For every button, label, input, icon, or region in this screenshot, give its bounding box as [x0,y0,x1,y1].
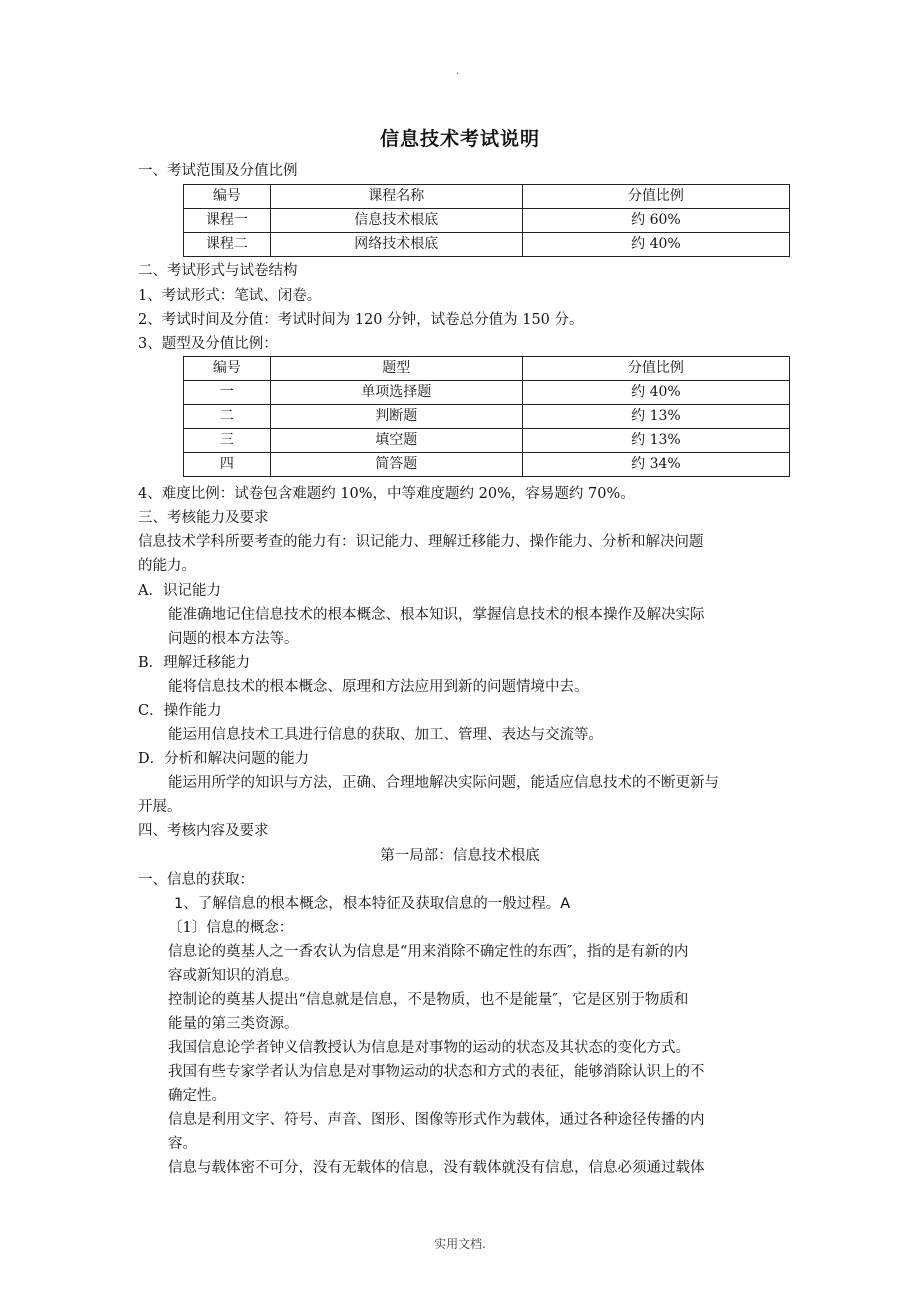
difficulty-ratio: 4、难度比例：试卷包含难题约 10%，中等难度题约 20%，容易题约 70%。 [138,486,635,502]
ability-b-heading: B．理解迁移能力 [138,655,251,671]
exam-time: 2、考试时间及分值：考试时间为 120 分钟，试卷总分值为 150 分。 [138,312,584,328]
table-header-cell: 分值比例 [522,357,789,381]
table-cell: 信息技术根底 [270,209,522,233]
paragraph: 能量的第三类资源。 [168,1016,299,1032]
table-row [184,381,790,405]
table-row [184,453,790,477]
table-header-cell: 分值比例 [522,185,789,209]
table-cell: 单项选择题 [270,381,522,405]
paragraph: 确定性。 [168,1088,226,1104]
table-header-cell: 编号 [184,185,271,209]
section-3-heading: 三、考核能力及要求 [138,510,269,526]
table-cell: 课程一 [184,209,271,233]
question-types-heading: 3、题型及分值比例： [138,336,278,352]
point-1: 1、了解信息的根本概念，根本特征及获取信息的一般过程。A [174,896,571,912]
paragraph: 容或新知识的消息。 [168,968,299,984]
part-title: 第一局部：信息技术根底 [380,848,540,864]
table-header-cell: 编号 [184,357,271,381]
ability-c-text: 能运用信息技术工具进行信息的获取、加工、管理、表达与交流等。 [168,727,603,743]
ability-b-text: 能将信息技术的根本概念、原理和方法应用到新的问题情境中去。 [168,679,589,695]
ability-a-text: 能准确地记住信息技术的根本概念、根本知识，掌握信息技术的根本操作及解决实际 [168,607,705,623]
table-cell: 二 [184,405,271,429]
page-footer: 实用文档. [434,1237,486,1251]
course-table [183,184,790,257]
abilities-intro: 信息技术学科所要考查的能力有：识记能力、理解迁移能力、操作能力、分析和解决问题 [138,534,704,550]
table-cell: 约 40% [522,233,789,257]
table-row [184,405,790,429]
subsection-heading: 一、信息的获取： [138,872,254,888]
section-4-heading: 四、考核内容及要求 [138,823,269,839]
header-mark: . [456,66,460,77]
table-cell: 约 60% [522,209,789,233]
paragraph: 信息与载体密不可分，没有无载体的信息，没有载体就没有信息，信息必须通过载体 [168,1160,705,1176]
paragraph: 我国信息论学者钟义信教授认为信息是对事物的运动的状态及其状态的变化方式。 [168,1040,690,1056]
ability-d-text-cont: 开展。 [138,799,182,815]
paragraph: 信息论的奠基人之一香农认为信息是“用来消除不确定性的东西″，指的是有新的内 [168,944,689,960]
table-cell: 四 [184,453,271,477]
paragraph: 信息是利用文字、符号、声音、图形、图像等形式作为载体，通过各种途径传播的内 [168,1112,705,1128]
table-cell: 约 40% [522,381,789,405]
question-type-table [183,356,790,477]
exam-form: 1、考试形式：笔试、闭卷。 [138,288,322,304]
table-cell: 一 [184,381,271,405]
ability-a-heading: A．识记能力 [138,583,221,599]
table-cell: 约 34% [522,453,789,477]
section-2-heading: 二、考试形式与试卷结构 [138,263,298,279]
table-header-row [184,357,790,381]
table-header-row [184,185,790,209]
paragraph: 控制论的奠基人提出“信息就是信息，不是物质，也不是能量″，它是区别于物质和 [168,992,689,1008]
table-row [184,209,790,233]
section-1-heading: 一、考试范围及分值比例 [138,163,298,179]
table-header-cell: 课程名称 [270,185,522,209]
paragraph: 容。 [168,1136,197,1152]
ability-d-text: 能运用所学的知识与方法，正确、合理地解决实际问题，能适应信息技术的不断更新与 [168,775,719,791]
table-cell: 约 13% [522,429,789,453]
table-row [184,233,790,257]
ability-c-heading: C．操作能力 [138,703,222,719]
table-cell: 判断题 [270,405,522,429]
table-cell: 约 13% [522,405,789,429]
table-header-cell: 题型 [270,357,522,381]
concept-heading: 〔1〕信息的概念： [168,920,294,936]
ability-a-text-cont: 问题的根本方法等。 [168,631,299,647]
paragraph: 我国有些专家学者认为信息是对事物运动的状态和方式的表征，能够消除认识上的不 [168,1064,705,1080]
page-title: 信息技术考试说明 [379,128,540,150]
table-cell: 填空题 [270,429,522,453]
table-cell: 课程二 [184,233,271,257]
table-cell: 三 [184,429,271,453]
table-row [184,429,790,453]
table-cell: 简答题 [270,453,522,477]
table-cell: 网络技术根底 [270,233,522,257]
abilities-intro-cont: 的能力。 [138,558,196,574]
ability-d-heading: D．分析和解决问题的能力 [138,751,310,767]
